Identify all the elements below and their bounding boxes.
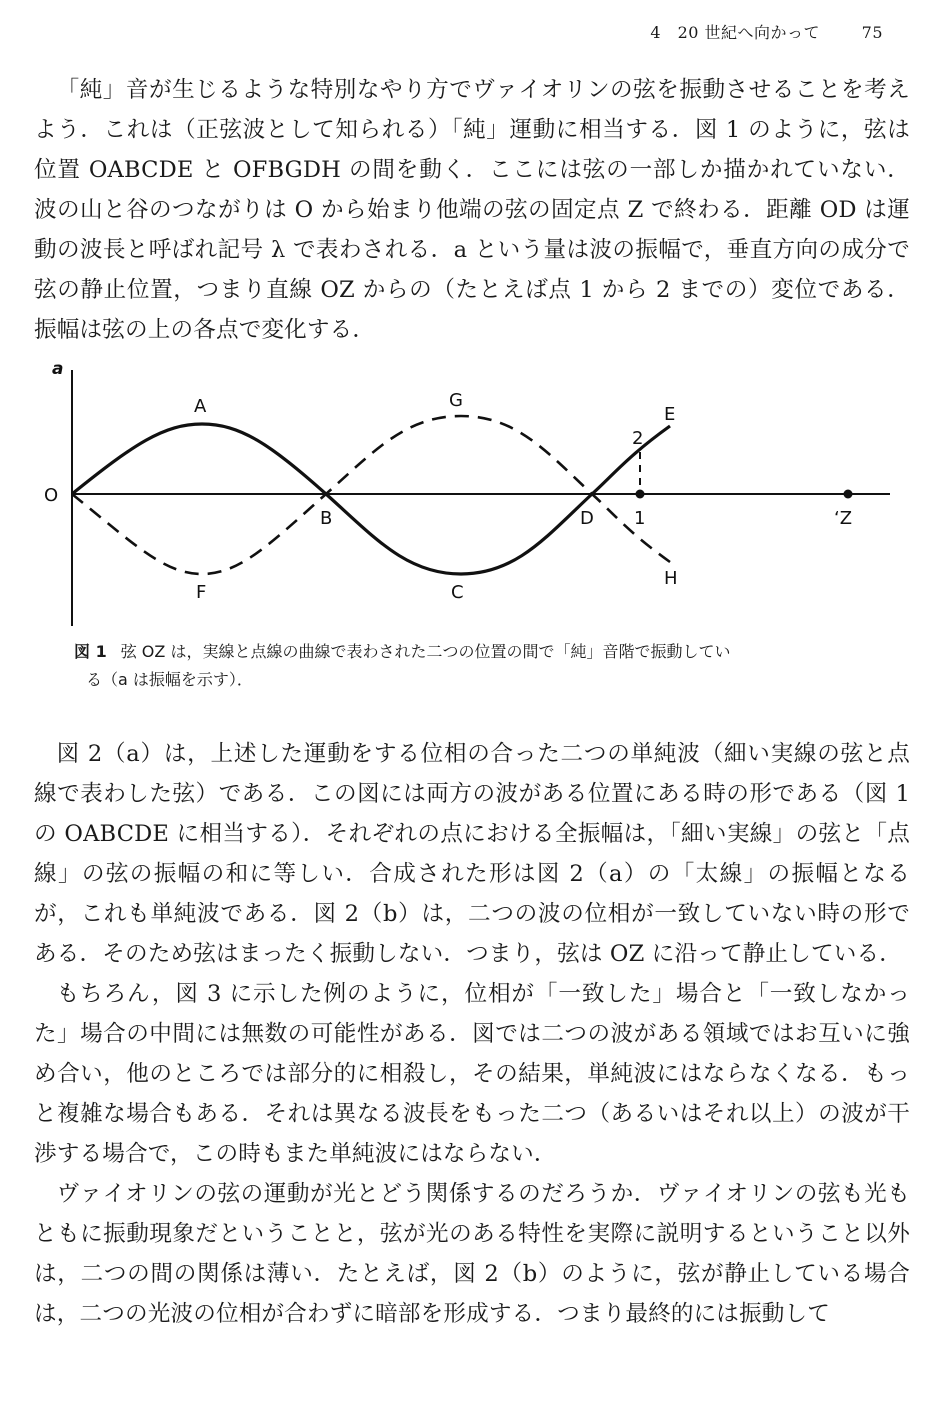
label-o: O [44, 485, 59, 506]
figure-caption [74, 638, 874, 694]
solid-wave-oabcde [72, 424, 670, 574]
caption-line-2: る（a は振幅を示す）． [86, 670, 253, 689]
label-point-2: 2 [632, 428, 644, 449]
label-f: F [196, 582, 207, 603]
body-text-top [34, 70, 910, 350]
wave-diagram [34, 356, 914, 636]
label-c: C [451, 582, 464, 603]
paragraph: ヴァイオリンの弦の運動が光とどう関係するのだろうか．ヴァイオリンの弦も光もともに振動現象だということと，弦が光のある特性を実際に説明するということ以外は，二つの間の関係は薄い．たとえば，図 2（b）のように，弦が静止している場合は，二つの光波の位相が合わずに暗部を形成する．つまり最終的には振動して [34, 1181, 910, 1327]
paragraph: もちろん，図 3 に示した例のように，位相が「一致した」場合と「一致しなかった」場合の中間には無数の可能性がある．図では二つの波がある領域ではお互いに強め合い，他のところでは部分的に相殺し，その結果，単純波にはならなくなる．もっと複雑な場合もある．それは異なる波長をもった二つ（あるいはそれ以上）の波が干渉する場合で，この時もまた単純波にはならない． [34, 981, 910, 1167]
label-e: E [664, 404, 676, 425]
label-g: G [449, 390, 463, 411]
caption-line-1: 弦 OZ は，実線と点線の曲線で表わされた二つの位置の間で「純」音階で振動してい [120, 642, 731, 661]
running-head [650, 20, 883, 43]
label-point-1: 1 [634, 508, 646, 529]
chapter-title: 4 20 世紀へ向かって [650, 23, 821, 42]
page-number: 75 [861, 23, 883, 42]
label-h: H [664, 568, 678, 589]
axis-label-a: a [52, 359, 64, 379]
label-z: ‘Z [834, 508, 853, 529]
figure-1 [34, 356, 914, 696]
paragraph: 「純」音が生じるような特別なやり方でヴァイオリンの弦を振動させることを考えよう．これは（正弦波として知られる）「純」運動に相当する．図 1 のように，弦は位置 OABCDE と OFBGDH の間を動く．ここには弦の一部しか描かれていない．波の山と谷のつながりは O から始まり他端の弦の固定点 Z で終わる．距離 OD は運動の波長と呼ばれ記号 λ で表わされる．a という量は波の振幅で，垂直方向の成分で弦の静止位置，つまり直線 OZ からの（たとえば点 1 から 2 までの）変位である．振幅は弦の上の各点で変化する． [34, 77, 910, 343]
body-text-bottom [34, 734, 910, 1334]
paragraph: 図 2（a）は，上述した運動をする位相の合った二つの単純波（細い実線の弦と点線で表わした弦）である．この図には両方の波がある位置にある時の形である（図 1 の OABCDE に相当する）．それぞれの点における全振幅は，「細い実線」の弦と「点線」の弦の振幅の和に等しい．合成された形は図 2（a）の「太線」の振幅となるが，これも単純波である．図 2（b）は，二つの波の位相が一致していない時の形である．そのため弦はまったく振動しない．つまり，弦は OZ に沿って静止している． [34, 741, 910, 967]
point-1-dot [636, 490, 645, 499]
point-z-dot [844, 490, 853, 499]
label-d: D [580, 508, 594, 529]
caption-number: 図 1 [74, 642, 107, 661]
label-a: A [194, 396, 207, 417]
label-b: B [320, 508, 333, 529]
